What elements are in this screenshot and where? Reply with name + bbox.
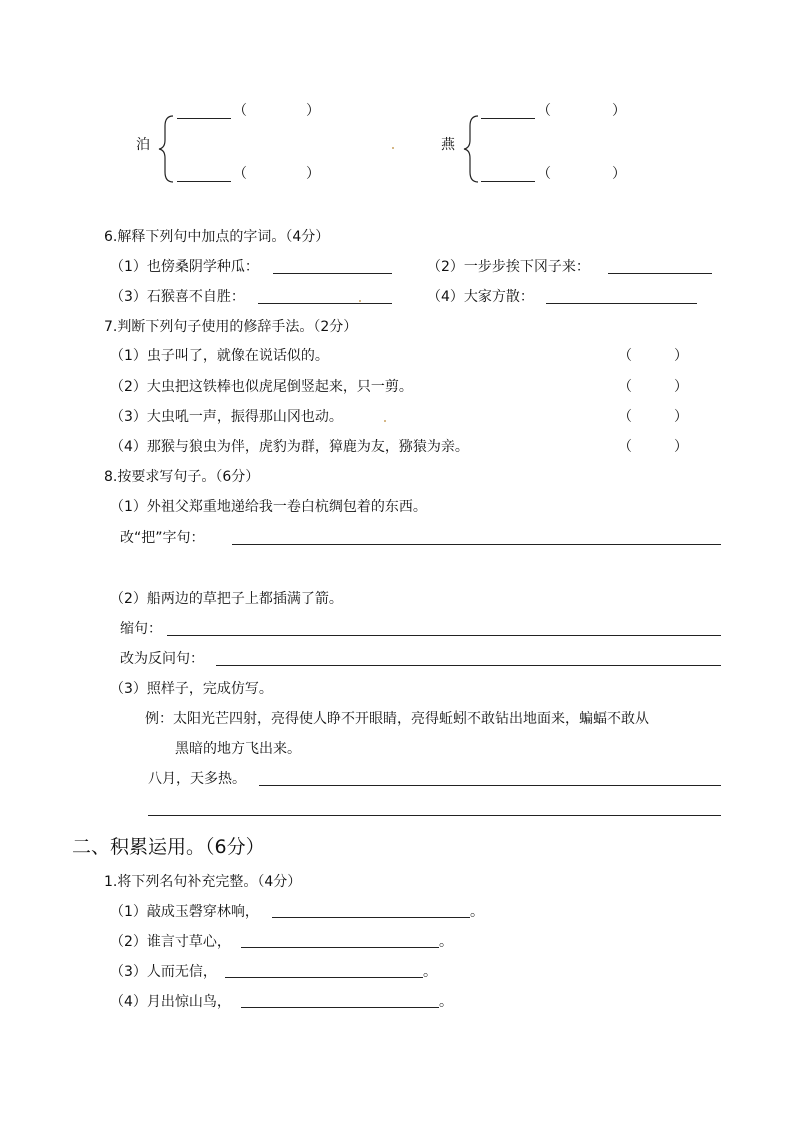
stray-mark xyxy=(384,420,386,422)
example-text: 例：太阳光芒四射，亮得使人睁不开眼睛，亮得蚯蚓不敢钻出地面来，蝙蝠不敢从 xyxy=(145,711,649,727)
question-item: （4）那猴与狼虫为伴，虎豹为群，獐鹿为友，猕猿为亲。 xyxy=(110,439,469,455)
question-item: （1）也傍桑阴学种瓜： xyxy=(110,259,259,275)
brace-icon xyxy=(157,114,177,184)
question-title: 1.将下列名句补充完整。（4分） xyxy=(104,874,302,890)
question-item: （3）大虫吼一声，振得那山冈也动。 xyxy=(110,409,343,425)
polyphone-char: 泊 xyxy=(136,137,150,153)
answer-blank[interactable] xyxy=(148,815,721,816)
question-item: （3）石猴喜不自胜： xyxy=(110,289,245,305)
paren-close: ） xyxy=(306,103,320,119)
question-item: （4）月出惊山鸟， xyxy=(110,994,231,1010)
question-item: （2）一步步挨下冈子来： xyxy=(427,259,590,275)
question-item: （3）人而无信， xyxy=(110,964,217,980)
answer-blank[interactable] xyxy=(258,303,392,304)
brace-icon xyxy=(462,114,482,184)
answer-blank[interactable] xyxy=(241,1007,439,1008)
answer-paren[interactable]: （ ） xyxy=(618,439,688,455)
answer-paren[interactable]: （ ） xyxy=(618,348,688,364)
stray-mark xyxy=(392,147,394,149)
answer-blank[interactable] xyxy=(177,181,231,182)
answer-blank[interactable] xyxy=(232,544,721,545)
answer-blank[interactable] xyxy=(608,273,712,274)
question-title: 7.判断下列句子使用的修辞手法。（2分） xyxy=(104,319,358,335)
paren-open: （ xyxy=(537,103,551,119)
answer-blank[interactable] xyxy=(259,785,721,786)
answer-blank[interactable] xyxy=(481,118,535,119)
question-item: （1）虫子叫了，就像在说话似的。 xyxy=(110,348,329,364)
section-heading: 二、积累运用。（6分） xyxy=(72,836,265,858)
paren-open: （ xyxy=(537,166,551,182)
polyphone-char: 燕 xyxy=(441,137,455,153)
paren-close: ） xyxy=(612,166,626,182)
answer-blank[interactable] xyxy=(272,917,470,918)
answer-blank[interactable] xyxy=(546,303,697,304)
paren-close: ） xyxy=(306,166,320,182)
period: 。 xyxy=(439,934,453,950)
period: 。 xyxy=(423,964,437,980)
period: 。 xyxy=(470,904,484,920)
paren-open: （ xyxy=(233,103,247,119)
imitate-prompt: 八月，天多热。 xyxy=(148,771,246,787)
question-item: （4）大家方散： xyxy=(427,289,534,305)
question-title: 8.按要求写句子。（6分） xyxy=(104,469,260,485)
answer-paren[interactable]: （ ） xyxy=(618,409,688,425)
period: 。 xyxy=(439,994,453,1010)
answer-blank[interactable] xyxy=(241,947,439,948)
answer-blank[interactable] xyxy=(167,635,721,636)
answer-blank[interactable] xyxy=(273,273,392,274)
answer-blank[interactable] xyxy=(216,665,721,666)
question-item: （3）照样子，完成仿写。 xyxy=(110,681,273,697)
task-label: 缩句： xyxy=(120,621,162,637)
answer-blank[interactable] xyxy=(177,118,231,119)
task-label: 改“把”字句： xyxy=(120,530,205,546)
stray-mark xyxy=(359,300,361,302)
question-item: （2）谁言寸草心， xyxy=(110,934,231,950)
paren-close: ） xyxy=(612,103,626,119)
answer-paren[interactable]: （ ） xyxy=(618,379,688,395)
question-item: （2）船两边的草把子上都插满了箭。 xyxy=(110,591,343,607)
question-item: （1）敲成玉磬穿林响， xyxy=(110,904,259,920)
paren-open: （ xyxy=(233,166,247,182)
answer-blank[interactable] xyxy=(225,977,423,978)
question-title: 6.解释下列句中加点的字词。（4分） xyxy=(104,229,330,245)
answer-blank[interactable] xyxy=(481,181,535,182)
question-item: （2）大虫把这铁棒也似虎尾倒竖起来，只一剪。 xyxy=(110,379,413,395)
example-text: 黑暗的地方飞出来。 xyxy=(175,741,301,757)
question-item: （1）外祖父郑重地递给我一卷白杭绸包着的东西。 xyxy=(110,499,427,515)
task-label: 改为反问句： xyxy=(120,651,204,667)
